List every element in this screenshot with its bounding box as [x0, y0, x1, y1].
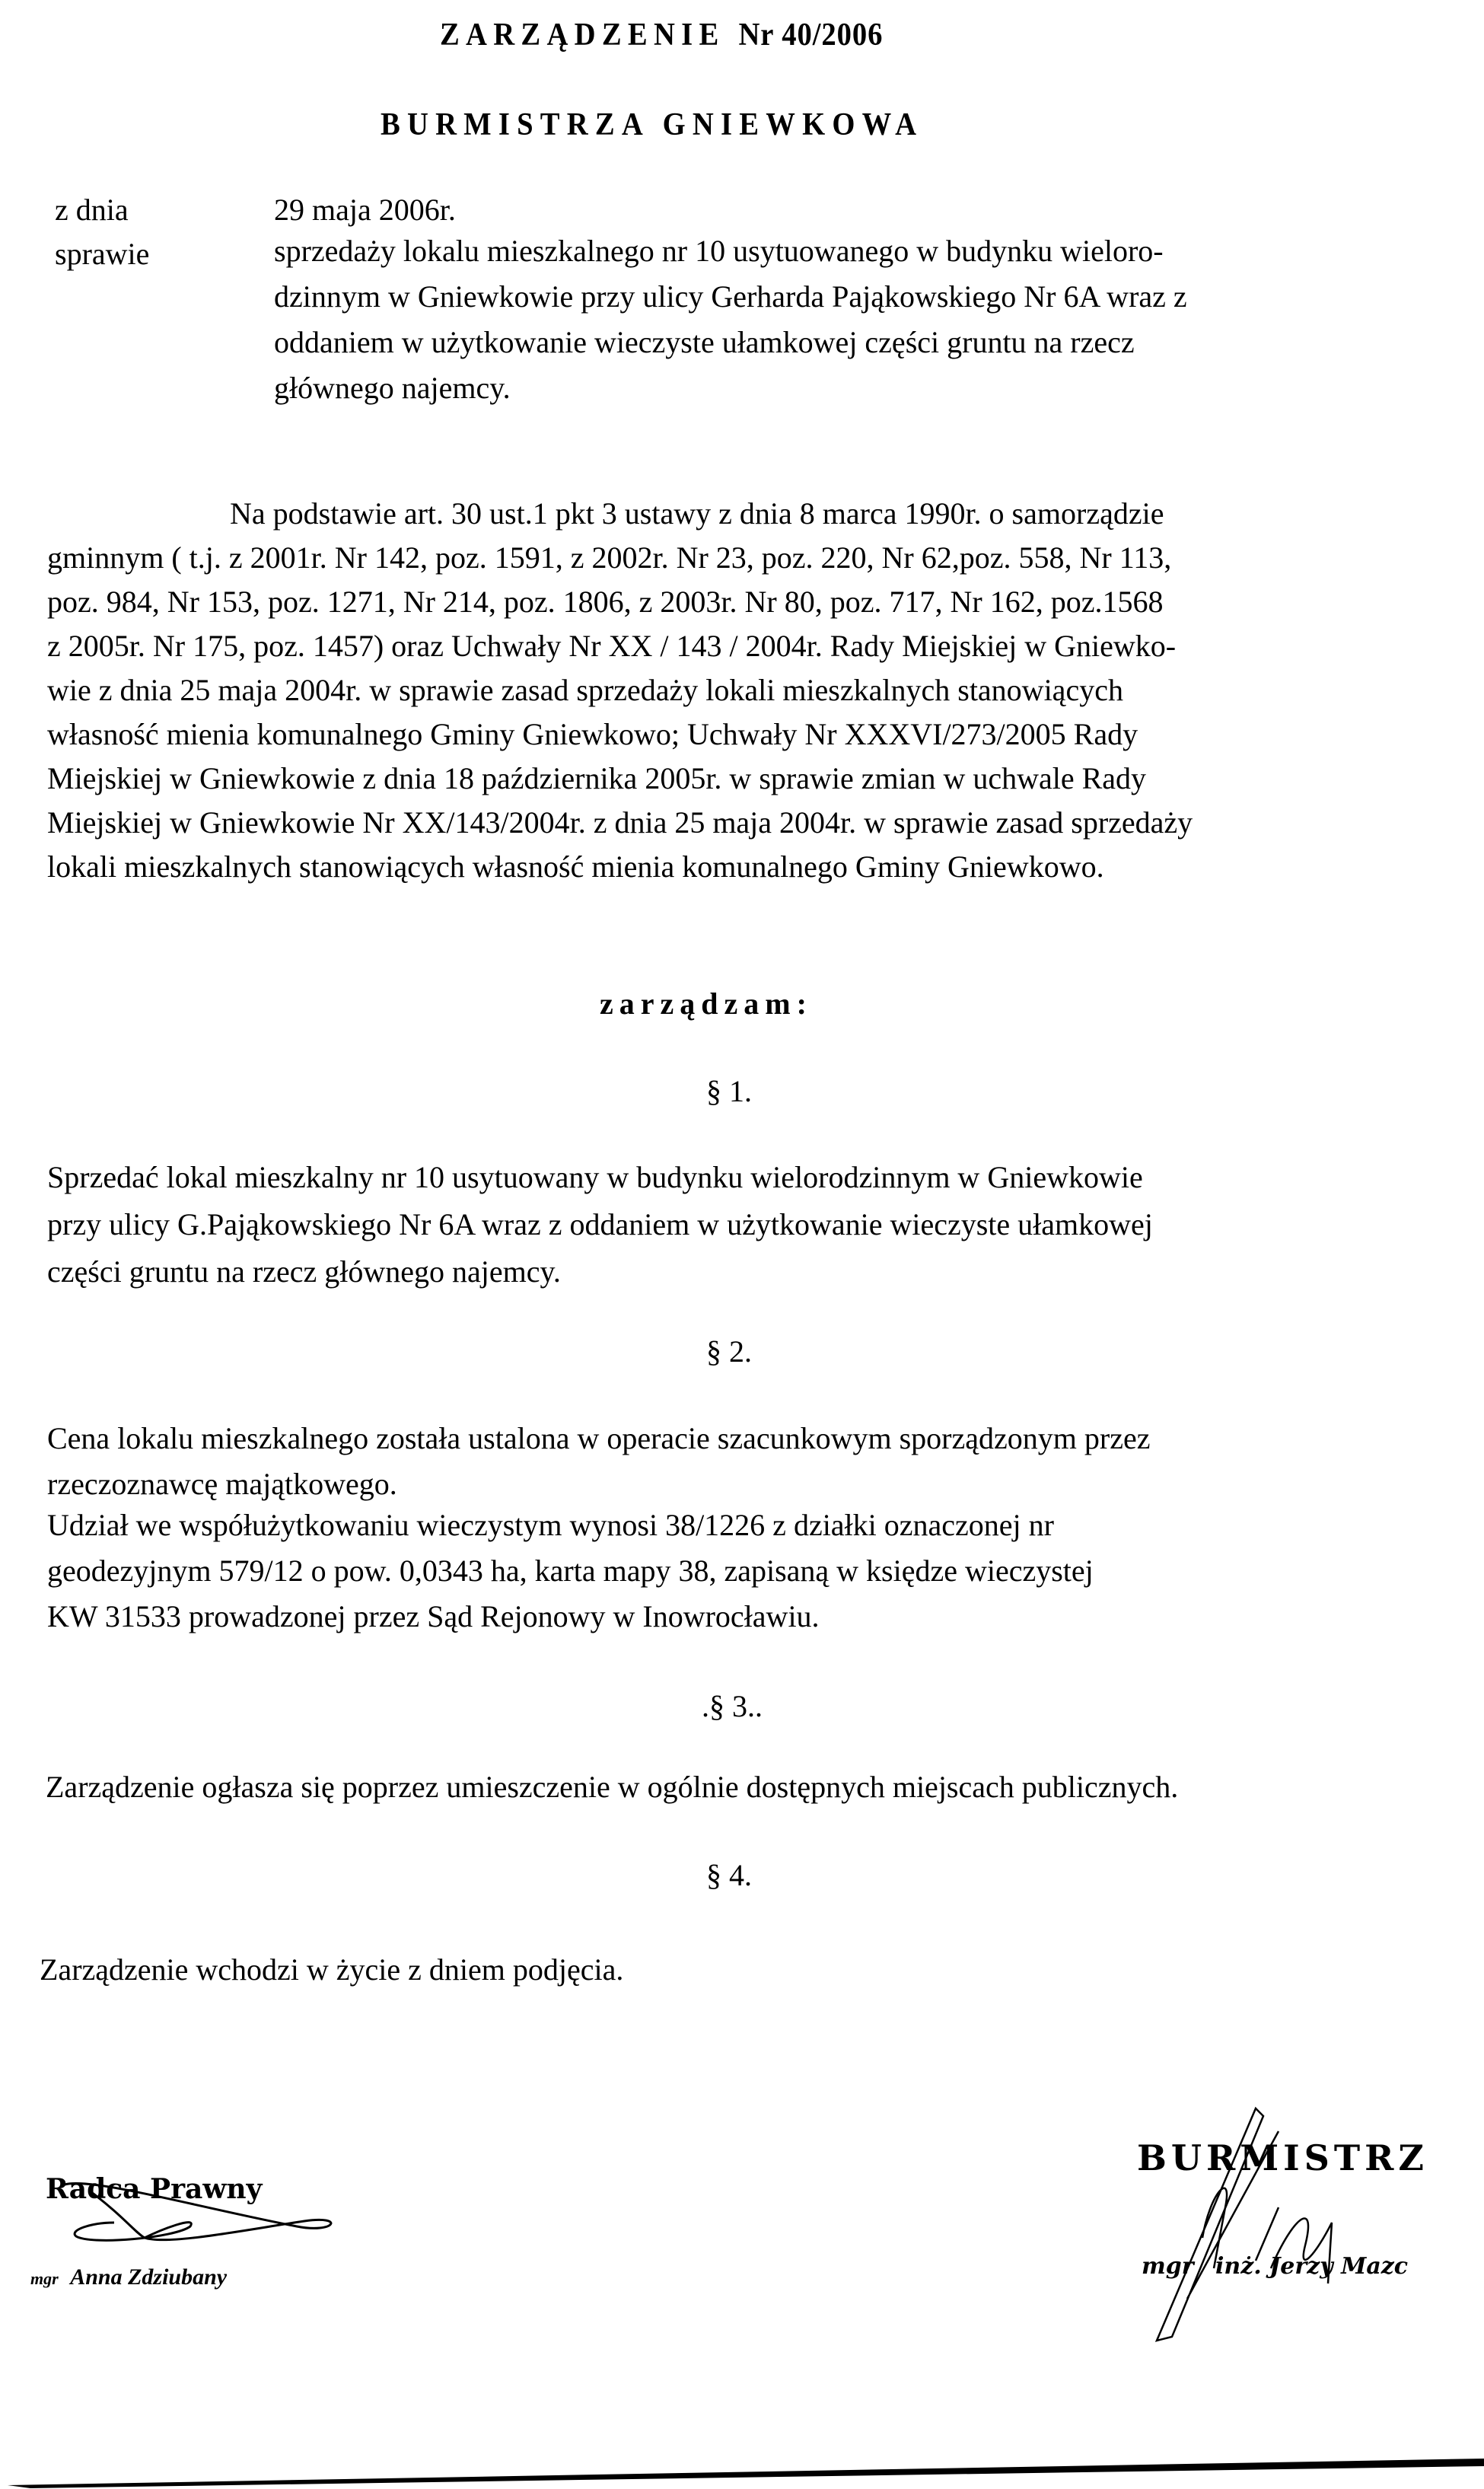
section-2-text	[47, 1416, 1150, 1640]
subject-line: głównego najemcy.	[274, 371, 511, 405]
section-line: przy ulicy G.Pająkowskiego Nr 6A wraz z oddaniem w użytkowanie wieczyste ułamkowej	[47, 1207, 1153, 1241]
preamble-line: poz. 984, Nr 153, poz. 1271, Nr 214, poz. 1806, z 2003r. Nr 80, poz. 717, Nr 162, poz.1568	[47, 585, 1164, 619]
date-label: z dnia	[55, 193, 129, 227]
title-main: ZARZĄDZENIE	[440, 18, 725, 53]
preamble-line: wie z dnia 25 maja 2004r. w sprawie zasad sprzedaży lokali mieszkalnych stanowiących	[47, 673, 1123, 707]
subject-line: oddaniem w użytkowanie wieczyste ułamkowej części gruntu na rzecz	[274, 325, 1135, 359]
document-title	[440, 17, 883, 53]
section-sign-1: § 1.	[706, 1074, 752, 1108]
legal-counsel-signature	[46, 2162, 350, 2253]
subject-text	[274, 228, 1187, 411]
legal-counsel-name: Anna Zdziubany	[70, 2264, 228, 2290]
date-value: 29 maja 2006r.	[274, 193, 456, 227]
preamble-line: gminnym ( t.j. z 2001r. Nr 142, poz. 1591, z 2002r. Nr 23, poz. 220, Nr 62,poz. 558, Nr 113,	[47, 540, 1172, 575]
legal-counsel-prefix: mgr	[30, 2269, 59, 2288]
section-sign-2: § 2.	[706, 1334, 752, 1369]
mayor-name: inż. Jerzy Mazc	[1215, 2253, 1409, 2280]
section-line: KW 31533 prowadzonej przez Sąd Rejonowy w Inowrocławiu.	[47, 1599, 820, 1633]
subject-label: sprawie	[55, 237, 150, 271]
mayor-stamp: BURMISTRZ	[1137, 2137, 1428, 2178]
section-line: rzeczoznawcę majątkowego.	[47, 1467, 397, 1501]
section-line: Zarządzenie wchodzi w życie z dniem podjęcia.	[40, 1952, 624, 1987]
preamble-line: z 2005r. Nr 175, poz. 1457) oraz Uchwały Nr XX / 143 / 2004r. Rady Miejskiej w Gniewko-	[47, 629, 1177, 663]
mayor-prefix: mgr	[1142, 2253, 1194, 2280]
section-3-text	[46, 1762, 1178, 1812]
decree-heading: zarządzam:	[600, 986, 813, 1021]
section-line: geodezyjnym 579/12 o pow. 0,0343 ha, karta mapy 38, zapisaną w księdze wieczystej	[47, 1554, 1094, 1588]
page-bottom-rule	[0, 2455, 1484, 2489]
legal-counsel-stamp: Radca Prawny	[46, 2173, 263, 2205]
preamble	[47, 492, 1193, 889]
preamble-line: własność mienia komunalnego Gminy Gniewkowo; Uchwały Nr XXXVI/273/2005 Rady	[47, 717, 1138, 751]
subject-line: dzinnym w Gniewkowie przy ulicy Gerharda Pająkowskiego Nr 6A wraz z	[274, 279, 1187, 314]
legal-counsel-name-line	[30, 2264, 227, 2290]
section-1-text	[47, 1154, 1153, 1295]
section-line: Zarządzenie ogłasza się poprzez umieszczenie w ogólnie dostępnych miejscach publicznych.	[46, 1770, 1179, 1804]
preamble-line: Na podstawie art. 30 ust.1 pkt 3 ustawy z dnia 8 marca 1990r. o samorządzie	[230, 496, 1164, 531]
section-4-text	[40, 1945, 623, 1995]
preamble-line: lokali mieszkalnych stanowiących własność mienia komunalnego Gminy Gniewkowo.	[47, 849, 1104, 884]
section-sign-4: § 4.	[706, 1858, 752, 1892]
section-sign-3: .§ 3..	[702, 1689, 763, 1723]
mayor-signature	[1142, 2101, 1484, 2360]
title-number: Nr 40/2006	[738, 18, 884, 53]
preamble-line: Miejskiej w Gniewkowie z dnia 18 października 2005r. w sprawie zmian w uchwale Rady	[47, 761, 1147, 795]
document-subtitle: BURMISTRZA GNIEWKOWA	[381, 107, 924, 142]
section-line: Cena lokalu mieszkalnego została ustalona w operacie szacunkowym sporządzonym przez	[47, 1421, 1151, 1455]
preamble-line: Miejskiej w Gniewkowie Nr XX/143/2004r. z dnia 25 maja 2004r. w sprawie zasad sprzedaży	[47, 805, 1193, 840]
section-line: części gruntu na rzecz głównego najemcy.	[47, 1254, 561, 1289]
section-line: Sprzedać lokal mieszkalny nr 10 usytuowany w budynku wielorodzinnym w Gniewkowie	[47, 1160, 1143, 1194]
section-line: Udział we współużytkowaniu wieczystym wynosi 38/1226 z działki oznaczonej nr	[47, 1508, 1054, 1542]
subject-line: sprzedaży lokalu mieszkalnego nr 10 usytuowanego w budynku wieloro-	[274, 234, 1164, 268]
